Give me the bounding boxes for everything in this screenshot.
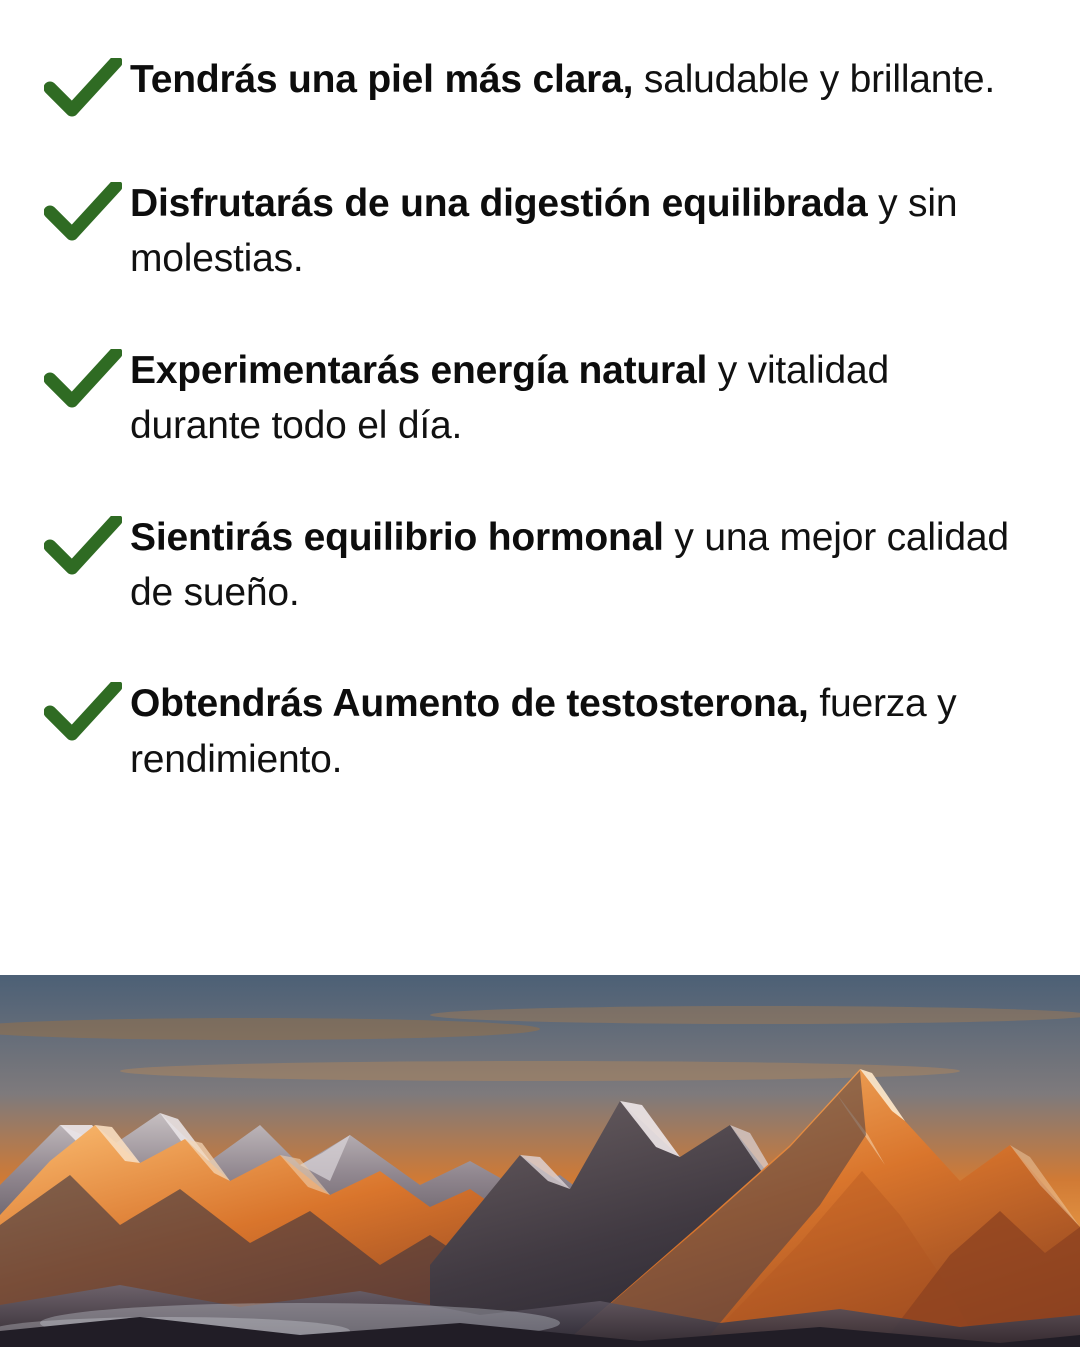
benefit-lead: Obtendrás Aumento de testosterona, [130,682,809,726]
benefit-rest: saludable y brillante. [633,58,996,101]
list-item [44,176,1034,287]
benefit-text [130,676,1030,787]
check-icon [44,349,122,411]
benefit-rest: fuerza y rendimiento. [130,682,957,781]
benefit-rest: y una mejor calidad de sueño. [130,515,1009,614]
check-icon [44,58,122,120]
list-item [44,510,1034,621]
list-item [44,52,1034,120]
benefit-text [130,176,1030,287]
benefit-lead: Sientirás equilibrio hormonal [130,515,664,559]
benefit-lead: Experimentarás energía natural [130,348,708,392]
benefit-lead: Tendrás una piel más clara, [130,58,634,101]
benefit-text [130,52,995,107]
benefit-rest: y sin molestias. [130,182,958,281]
benefit-text [130,343,1030,454]
benefit-lead: Disfrutarás de una digestión equilibrada [130,182,868,225]
list-item [44,676,1034,787]
list-item [44,343,1034,454]
mountain-photo [0,975,1080,1347]
benefit-rest: y vitalidad durante todo el día. [130,348,889,448]
benefit-text [130,510,1030,621]
check-icon [44,682,122,744]
check-icon [44,182,122,244]
check-icon [44,516,122,578]
